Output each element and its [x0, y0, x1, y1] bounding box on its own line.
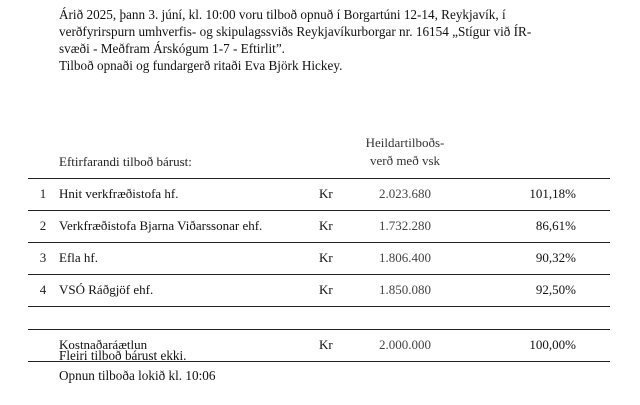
- bid-percent: 92,50%: [535, 282, 576, 297]
- bidder-name: Verkfræðistofa Bjarna Viðarssonar ehf.: [59, 218, 263, 233]
- table-spacer: [28, 306, 610, 329]
- row-number: 1: [39, 186, 47, 201]
- intro-paragraph: [59, 6, 619, 74]
- estimate-label: Kostnaðaráætlun: [59, 337, 148, 352]
- bidder-name: Hnit verkfræðistofa hf.: [59, 186, 179, 201]
- currency: Kr: [319, 250, 333, 265]
- bid-amount: 1.732.280: [379, 218, 431, 233]
- table-row: [28, 274, 610, 306]
- currency: Kr: [319, 218, 333, 233]
- total-price-header-line2: verð með vsk: [369, 153, 441, 168]
- estimate-percent: 100,00%: [529, 337, 576, 352]
- estimate-amount: 2.000.000: [379, 337, 431, 352]
- bidder-name: Efla hf.: [59, 250, 98, 265]
- row-number: 3: [39, 250, 47, 265]
- intro-line: verðfyrirspurn umhverfis- og skipulagssviðs Reykjavíkurborgar nr. 16154 „Stígur við ÍR-: [59, 24, 532, 39]
- intro-line: svæði - Meðfram Árskógum 1-7 - Eftirlit”.: [59, 41, 285, 56]
- closing-notes: [59, 346, 215, 386]
- bid-percent: 86,61%: [535, 218, 576, 233]
- bid-amount: 1.850.080: [379, 282, 431, 297]
- bids-received-label: Eftirfarandi tilboð bárust:: [59, 154, 192, 169]
- row-number: 4: [39, 282, 47, 297]
- bid-percent: 101,18%: [529, 186, 576, 201]
- currency: Kr: [319, 282, 333, 297]
- total-price-header: [350, 134, 460, 170]
- currency: Kr: [319, 186, 333, 201]
- bid-amount: 2.023.680: [379, 186, 431, 201]
- table-row: [28, 210, 610, 242]
- bidder-name: VSÓ Ráðgjöf ehf.: [59, 282, 154, 297]
- table-row: [28, 178, 610, 210]
- total-price-header-line1: Heildartilboðs-: [365, 135, 445, 150]
- row-number: 2: [39, 218, 47, 233]
- bids-table: [28, 178, 610, 362]
- intro-signature-line: Tilboð opnaði og fundargerð ritaði Eva Björk Hickey.: [59, 58, 343, 73]
- intro-line: Árið 2025, þann 3. júní, kl. 10:00 voru tilboð opnuð í Borgartúni 12-14, Reykjavík, í: [59, 7, 506, 22]
- opening-closed-note: Opnun tilboða lokið kl. 10:06: [59, 368, 216, 383]
- currency: Kr: [319, 337, 333, 352]
- bid-percent: 90,32%: [535, 250, 576, 265]
- bid-amount: 1.806.400: [379, 250, 431, 265]
- table-row: [28, 242, 610, 274]
- no-more-bids-note: Fleiri tilboð bárust ekki.: [59, 348, 187, 363]
